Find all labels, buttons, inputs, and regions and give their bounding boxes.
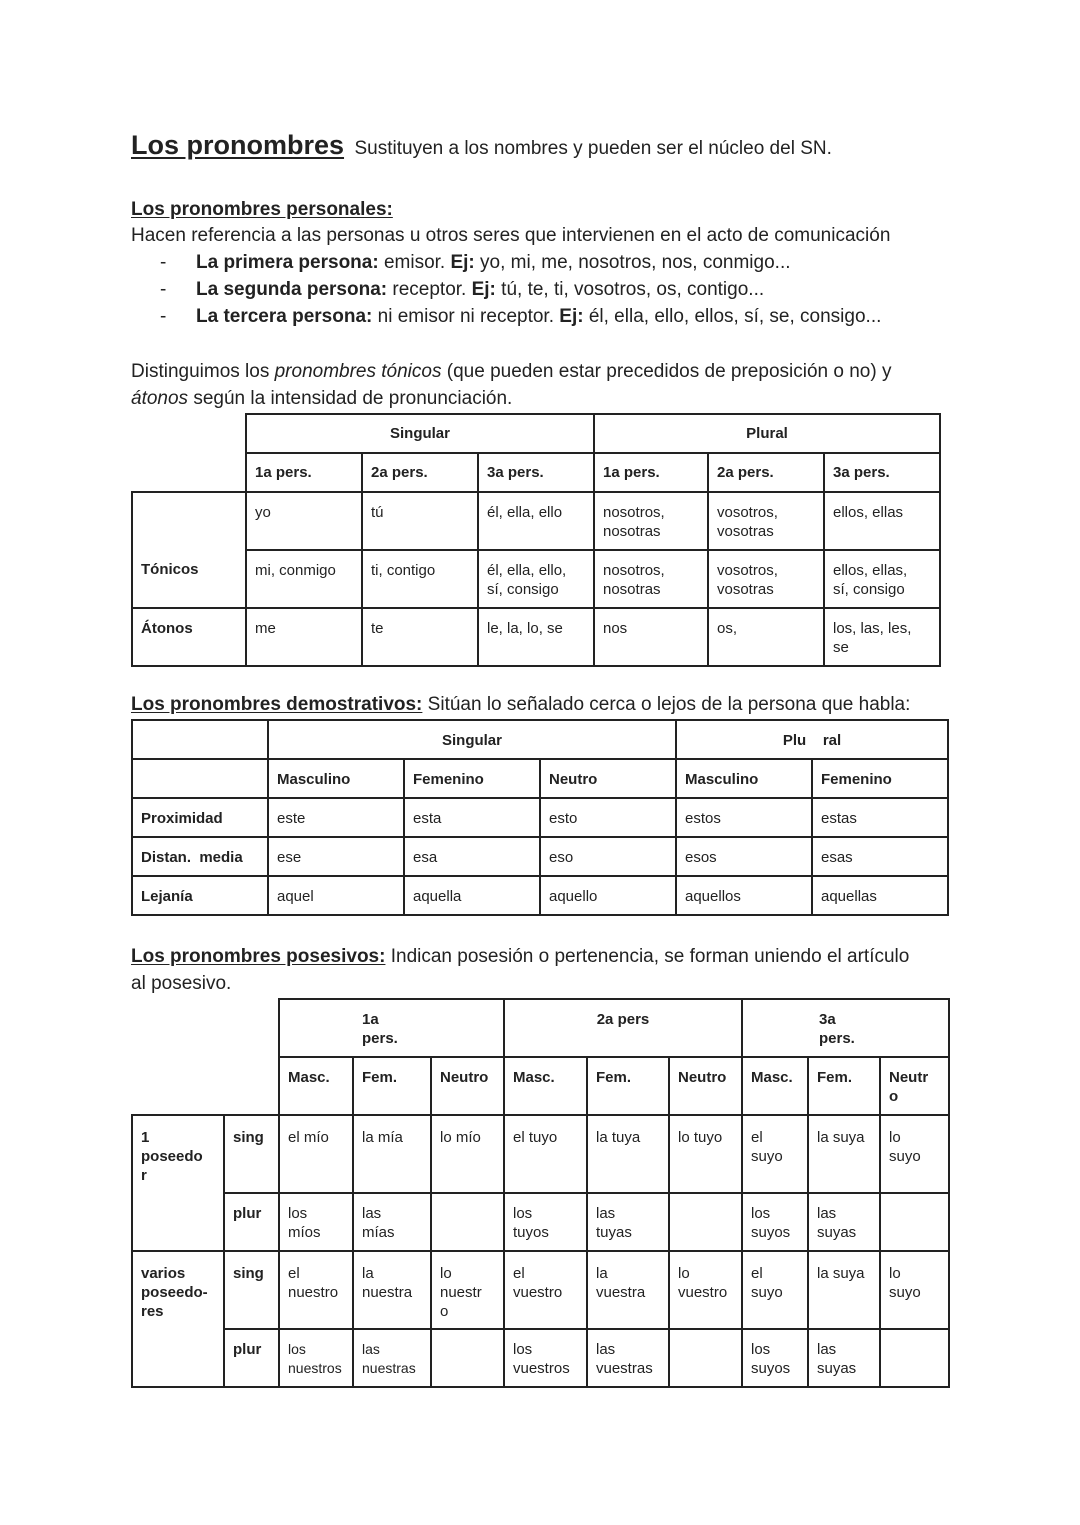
demonstrative-pronouns-table xyxy=(131,719,949,916)
table-cell xyxy=(224,1057,279,1115)
header-gender: Fem. xyxy=(353,1057,431,1115)
header-singular: Singular xyxy=(246,414,594,453)
header-gender: Neutro xyxy=(540,759,676,798)
table-cell: lo tuyo xyxy=(669,1115,742,1193)
table-cell xyxy=(880,1193,949,1251)
table-cell: lo vuestro xyxy=(669,1251,742,1329)
header-plural: Plural xyxy=(594,414,940,453)
table-cell xyxy=(132,999,224,1057)
header-singular: Singular xyxy=(268,720,676,759)
page-subtitle: Sustituyen a los nombres y pueden ser el núcleo del SN. xyxy=(354,138,832,159)
table-cell: los vuestros xyxy=(504,1329,587,1387)
table-cell xyxy=(132,1329,224,1387)
table-row xyxy=(132,1329,949,1387)
distinguish-paragraph: Distinguimos los pronombres tónicos (que pueden estar precedidos de preposición o no) y átonos según la intensidad de pronunciación. xyxy=(131,361,892,409)
table-cell: ti, contigo xyxy=(362,550,478,608)
header-gender: Masculino xyxy=(268,759,404,798)
table-cell: Proximidad xyxy=(132,798,268,837)
table-cell: la suya xyxy=(808,1115,880,1193)
table-cell: este xyxy=(268,798,404,837)
table-cell: esto xyxy=(540,798,676,837)
header-gender: Neutro xyxy=(431,1057,504,1115)
table-cell: el nuestro xyxy=(279,1251,353,1329)
table-cell: la suya xyxy=(808,1251,880,1329)
table-cell: los suyos xyxy=(742,1193,808,1251)
table-cell: yo xyxy=(246,492,362,550)
table-cell: estos xyxy=(676,798,812,837)
table-row xyxy=(132,1251,949,1329)
table-cell: la vuestra xyxy=(587,1251,669,1329)
section-heading-demostrativos: Los pronombres demostrativos: xyxy=(131,694,423,715)
header-person: 3a pers. xyxy=(478,453,594,492)
header-gender: Femenino xyxy=(812,759,948,798)
table-cell: la nuestra xyxy=(353,1251,431,1329)
table-cell: esa xyxy=(404,837,540,876)
table-cell: aquellos xyxy=(676,876,812,915)
table-cell: Átonos xyxy=(132,608,246,666)
table-cell: lo nuestr o xyxy=(431,1251,504,1329)
header-gender: Neutro xyxy=(669,1057,742,1115)
table-cell: sing xyxy=(224,1115,279,1193)
table-row xyxy=(132,608,940,666)
table-cell: los suyos xyxy=(742,1329,808,1387)
table-cell: tú xyxy=(362,492,478,550)
table-cell: plur xyxy=(224,1193,279,1251)
header-person: 1a pers. xyxy=(279,999,504,1057)
table-cell: los, las, les, se xyxy=(824,608,940,666)
section-heading-posesivos: Los pronombres posesivos: xyxy=(131,946,386,967)
table-cell xyxy=(132,492,246,550)
table-cell: él, ella, ello xyxy=(478,492,594,550)
table-cell: aquellas xyxy=(812,876,948,915)
table-cell: os, xyxy=(708,608,824,666)
table-cell: sing xyxy=(224,1251,279,1329)
table-cell: la tuya xyxy=(587,1115,669,1193)
table-cell: me xyxy=(246,608,362,666)
table-cell: aquella xyxy=(404,876,540,915)
table-cell xyxy=(669,1329,742,1387)
table-cell: Distan. media xyxy=(132,837,268,876)
table-cell: ese xyxy=(268,837,404,876)
header-gender: Masc. xyxy=(279,1057,353,1115)
header-person: 3a pers. xyxy=(742,999,949,1057)
table-cell xyxy=(880,1329,949,1387)
list-item: - La primera persona: emisor. Ej: yo, mi, me, nosotros, nos, conmigo... xyxy=(160,252,791,273)
table-cell: las tuyas xyxy=(587,1193,669,1251)
table-cell: eso xyxy=(540,837,676,876)
table-cell: nosotros, nosotras xyxy=(594,492,708,550)
table-row xyxy=(132,550,940,608)
table-cell: el tuyo xyxy=(504,1115,587,1193)
table-cell: esta xyxy=(404,798,540,837)
header-person: 1a pers. xyxy=(594,453,708,492)
table-cell: él, ella, ello, sí, consigo xyxy=(478,550,594,608)
table-cell: vosotros, vosotras xyxy=(708,492,824,550)
table-cell xyxy=(132,414,246,453)
table-row xyxy=(132,876,948,915)
table-cell xyxy=(132,1057,224,1115)
table-cell: las mías xyxy=(353,1193,431,1251)
header-gender: Neutr o xyxy=(880,1057,949,1115)
page-header xyxy=(131,130,832,161)
table-cell: ellos, ellas, sí, consigo xyxy=(824,550,940,608)
table-cell: las nuestras xyxy=(353,1329,431,1387)
table-cell xyxy=(132,720,268,759)
table-cell xyxy=(431,1193,504,1251)
header-gender: Fem. xyxy=(587,1057,669,1115)
table-row xyxy=(132,1193,949,1251)
table-cell: Tónicos xyxy=(132,550,246,608)
table-cell: las vuestras xyxy=(587,1329,669,1387)
page-title: Los pronombres xyxy=(131,130,345,160)
table-row xyxy=(132,492,940,550)
demostrativos-intro: Los pronombres demostrativos: Sitúan lo señalado cerca o lejos de la persona que habla: xyxy=(131,694,911,715)
table-cell: el suyo xyxy=(742,1115,808,1193)
header-gender: Masc. xyxy=(504,1057,587,1115)
header-person: 1a pers. xyxy=(246,453,362,492)
table-cell xyxy=(224,999,279,1057)
header-gender: Femenino xyxy=(404,759,540,798)
table-cell: la mía xyxy=(353,1115,431,1193)
posesivos-intro: Los pronombres posesivos: Indican posesión o pertenencia, se forman uniendo el artículo al posesivo. xyxy=(131,946,910,994)
table-cell: las suyas xyxy=(808,1193,880,1251)
header-gender: Masculino xyxy=(676,759,812,798)
possessive-pronouns-table xyxy=(131,998,950,1388)
table-cell xyxy=(132,453,246,492)
section-heading-personales: Los pronombres personales: xyxy=(131,199,393,220)
table-cell: te xyxy=(362,608,478,666)
header-person: 2a pers xyxy=(504,999,742,1057)
table-cell: esos xyxy=(676,837,812,876)
header-plural: Plu ral xyxy=(676,720,948,759)
table-cell: el vuestro xyxy=(504,1251,587,1329)
table-cell: varios poseedo- res xyxy=(132,1251,224,1329)
header-person: 3a pers. xyxy=(824,453,940,492)
table-cell: los nuestros xyxy=(279,1329,353,1387)
table-row xyxy=(132,837,948,876)
table-cell: ellos, ellas xyxy=(824,492,940,550)
list-item: - La segunda persona: receptor. Ej: tú, te, ti, vosotros, os, contigo... xyxy=(160,279,765,300)
table-cell: vosotros, vosotras xyxy=(708,550,824,608)
table-cell: nos xyxy=(594,608,708,666)
table-row xyxy=(132,1115,949,1193)
list-item: - La tercera persona: ni emisor ni receptor. Ej: él, ella, ello, ellos, sí, se, consigo... xyxy=(160,306,882,327)
table-cell: aquello xyxy=(540,876,676,915)
header-gender: Masc. xyxy=(742,1057,808,1115)
table-cell: los tuyos xyxy=(504,1193,587,1251)
table-cell xyxy=(132,1193,224,1251)
header-gender: Fem. xyxy=(808,1057,880,1115)
table-cell: plur xyxy=(224,1329,279,1387)
table-cell: Lejanía xyxy=(132,876,268,915)
table-cell: las suyas xyxy=(808,1329,880,1387)
table-cell: aquel xyxy=(268,876,404,915)
personal-pronouns-table xyxy=(131,413,941,667)
header-person: 2a pers. xyxy=(362,453,478,492)
table-cell: el suyo xyxy=(742,1251,808,1329)
table-cell: lo suyo xyxy=(880,1115,949,1193)
table-cell: mi, conmigo xyxy=(246,550,362,608)
table-cell: 1 poseedo r xyxy=(132,1115,224,1193)
table-cell: le, la, lo, se xyxy=(478,608,594,666)
table-cell: estas xyxy=(812,798,948,837)
table-cell xyxy=(431,1329,504,1387)
header-person: 2a pers. xyxy=(708,453,824,492)
table-cell: lo suyo xyxy=(880,1251,949,1329)
table-cell xyxy=(132,759,268,798)
table-cell: el mío xyxy=(279,1115,353,1193)
table-cell: nosotros, nosotras xyxy=(594,550,708,608)
table-cell: los míos xyxy=(279,1193,353,1251)
table-row xyxy=(132,798,948,837)
table-cell: esas xyxy=(812,837,948,876)
persons-list xyxy=(160,249,881,330)
table-cell: lo mío xyxy=(431,1115,504,1193)
table-cell xyxy=(669,1193,742,1251)
personales-intro: Hacen referencia a las personas u otros seres que intervienen en el acto de comunicación xyxy=(131,225,891,246)
